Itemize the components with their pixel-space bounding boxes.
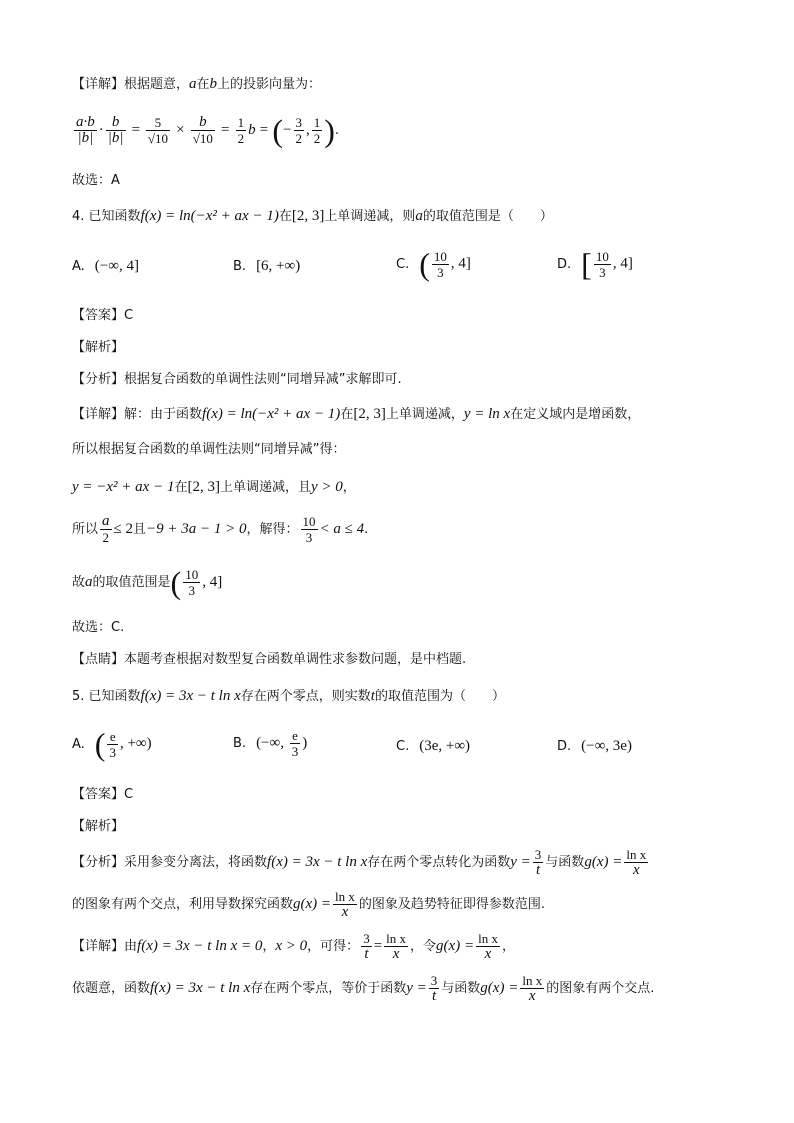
q4-fenxi: 【分析】根据复合函数的单调性法则“同增异减”求解即可. <box>72 372 402 387</box>
question-5: 5. 已知函数f(x) = 3x − t ln x存在两个零点，则实数t的取值范围为（ ） <box>72 688 505 704</box>
question-4: 4. 已知函数f(x) = ln(−x² + ax − 1)在[2, 3]上单调递减，则a的取值范围是（ ） <box>72 208 553 224</box>
q5-fenxi-2: 的图象有两个交点，利用导数探究函数g(x) = $\frac{\text{ln x}}{x}$ 的图象及趋势特征即得参数范围. <box>72 889 546 920</box>
projection-formula: $\frac{a\cdot b}{|b|}$ · $\frac{b}{|b|}$ = $\frac{5}{√10}$ × $\frac{b}{√10}$ = $\frac{1}{2}$ b = (− $\frac{3}{2}$ , $\frac{1}{2}$ ). <box>76 112 340 149</box>
q4-detail-1: 【详解】解：由于函数f(x) = ln(−x² + ax − 1)在[2, 3]上单调递减，y = ln x在定义域内是增函数， <box>72 406 641 422</box>
detail-line-1: 【详解】根据题意，a在b上的投影向量为： <box>72 76 322 92</box>
q4-option-a[interactable]: A. (−∞, 4] <box>72 258 139 274</box>
q4-detail-5: 故a的取值范围是( $\frac{10}{3}$ , 4] <box>72 564 223 601</box>
q4-answer: 【答案】C <box>72 308 134 323</box>
q5-analysis-tag: 【解析】 <box>72 819 125 834</box>
q5-option-c[interactable]: C. (3e, +∞) <box>396 738 471 754</box>
answer-3: 故选：A <box>72 173 120 188</box>
q5-fenxi-1: 【分析】采用参变分离法，将函数f(x) = 3x − t ln x存在两个零点转化为函数y = $\frac{3}{t}$ 与函数g(x) = $\frac{\text{ln x}}{x}$ <box>72 847 647 878</box>
q4-detail-4: 所以 $\frac{a}{2}$ ≤ 2且−9 + 3a − 1 > 0，解得： $\frac{10}{3}$ < a ≤ 4. <box>72 513 369 545</box>
q5-detail-1: 【详解】由f(x) = 3x − t ln x = 0，x > 0，可得： $\frac{3}{t}$ = $\frac{\text{ln x}}{x}$ ，令g(x) = $\frac{\text{ln x}}{x}$ ， <box>72 931 515 962</box>
q4-option-c[interactable]: C. ( $\frac{10}{3}$ , 4] <box>396 246 471 282</box>
tag-detail: 【详解】 <box>72 77 125 92</box>
q5-option-d[interactable]: D. (−∞, 3e) <box>557 738 632 754</box>
q4-detail-2: 所以根据复合函数的单调性法则“同增异减”得： <box>72 442 346 457</box>
q5-option-a[interactable]: A. ( $\frac{e}{3}$ , +∞) <box>72 726 152 762</box>
q5-answer: 【答案】C <box>72 787 134 802</box>
q4-detail-3: y = −x² + ax − 1在[2, 3]上单调递减，且y > 0， <box>72 479 356 495</box>
q4-final: 故选：C. <box>72 620 125 635</box>
q4-analysis-tag: 【解析】 <box>72 340 125 355</box>
q5-detail-2: 依题意，函数f(x) = 3x − t ln x存在两个零点，等价于函数y = $\frac{3}{t}$ 与函数g(x) = $\frac{\text{ln x}}{x}$ 的图象有两个交点. <box>72 973 655 1004</box>
q5-option-b[interactable]: B. (−∞, $\frac{e}{3}$ ) <box>233 728 308 759</box>
q4-option-b[interactable]: B. [6, +∞) <box>233 258 301 274</box>
q4-option-d[interactable]: D. [ $\frac{10}{3}$ , 4] <box>557 246 633 282</box>
q4-dianjing: 【点睛】本题考查根据对数型复合函数单调性求参数问题，是中档题. <box>72 652 467 667</box>
